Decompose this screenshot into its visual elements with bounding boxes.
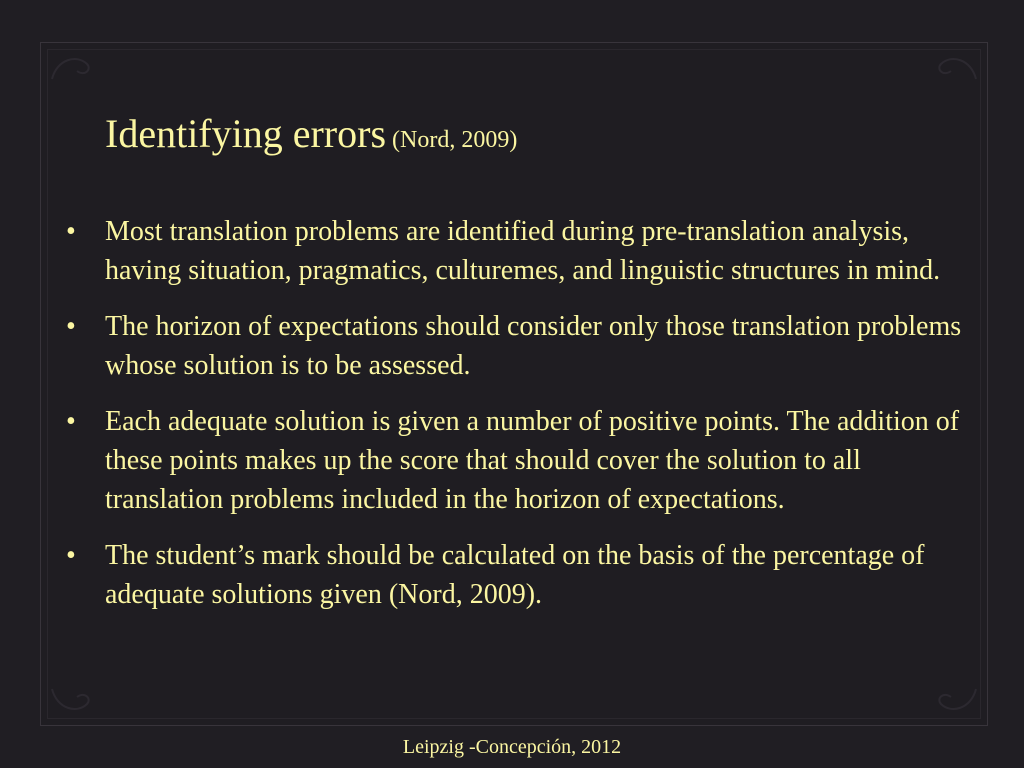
bullet-text: Most translation problems are identified during pre-translation analysis, having situation, pragmatics, culturemes, and linguistic structures in mind. <box>105 216 941 286</box>
title-text: Identifying errors <box>105 111 387 156</box>
bullet-text: The student’s mark should be calculated on the basis of the percentage of adequate solutions given (Nord, 2009). <box>105 540 925 610</box>
bullet-item <box>62 307 982 385</box>
bullet-item <box>62 402 982 519</box>
bullet-text: The horizon of expectations should consider only those translation problems whose solution is to be assessed. <box>105 311 962 381</box>
corner-ornament-icon <box>921 679 981 719</box>
corner-ornament-icon <box>47 679 107 719</box>
corner-ornament-icon <box>921 49 981 89</box>
bullet-text: Each adequate solution is given a number of positive points. The addition of these points makes up the score that should cover the solution to all translation problems included in the horizon of expectations. <box>105 406 960 515</box>
bullet-icon: • <box>66 216 76 247</box>
title-citation: (Nord, 2009) <box>392 127 518 153</box>
bullet-list <box>62 212 982 631</box>
bullet-icon: • <box>66 540 76 571</box>
slide-footer: Leipzig -Concepción, 2012 <box>402 736 622 758</box>
corner-ornament-icon <box>47 49 107 89</box>
bullet-icon: • <box>66 406 76 437</box>
bullet-icon: • <box>66 311 76 342</box>
bullet-item <box>62 536 982 614</box>
bullet-item <box>62 212 982 290</box>
slide-title <box>105 110 517 164</box>
